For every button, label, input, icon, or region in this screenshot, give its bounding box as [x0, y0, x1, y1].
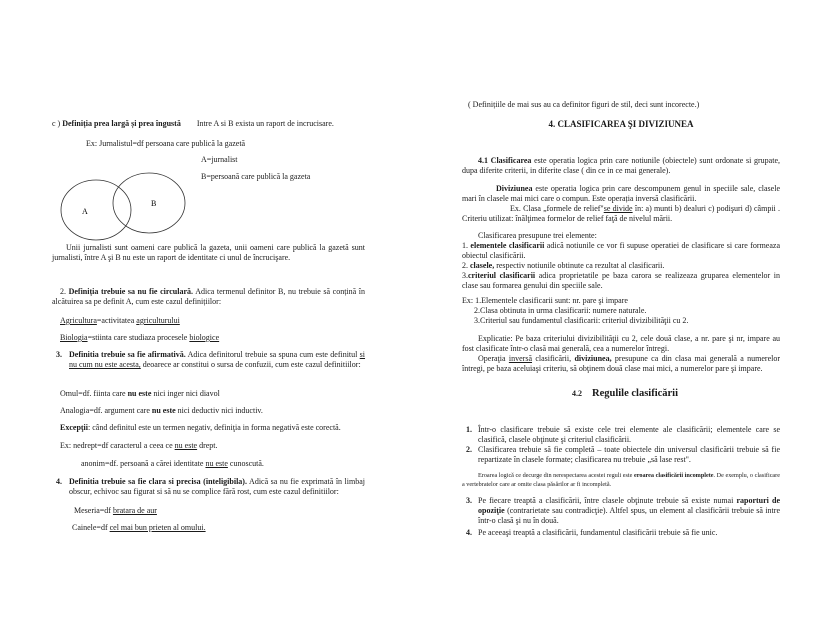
rule-3-paragraph: Definitia trebuie sa fie afirmativă. Adica definitorul trebuie sa spuna cum este definitul si nu cum nu este acesta, deoarece ar constitui o sursa de confuzii, cum este cazul definitiilor: [69, 350, 366, 369]
venn-circle-a [61, 180, 131, 240]
example-meseria: Meseria=df bratara de aur [74, 506, 157, 515]
section-c-heading [52, 119, 334, 129]
term-diviziunea: Diviziunea [496, 184, 533, 193]
presupune-intro: Clasificarea presupune trei elemente: [478, 231, 597, 240]
venn-circle-b [113, 173, 185, 233]
explicatie-paragraph: Explicatie: Pe baza criteriului divizibilităţii cu 2, cele două clase, a nr. pare şi nr, impare au fost clasificate într-o clasă mai generală, cea a numerelor întregi. [462, 334, 780, 353]
section-number: c ) [52, 119, 61, 128]
section-4-title: 4. CLASIFICAREA ŞI DIVIZIUNEA [548, 119, 694, 129]
paragraph-unii-jurnalisti: Unii jurnalisti sunt oameni care publică la gazeta, unii oameni care publică la gazetă sunt jurnalisti, între A şi B nu este un raport de identitate ci unul de încrucişare. [52, 243, 365, 262]
rule-3-number-right: 3. [466, 496, 472, 505]
rule-2-paragraph: 2. Definiția trebuie sa nu fie circulară. Adica termenul definitor B, nu trebuie să conțină în alcătuirea sa pe definit A, cum este cazul definițiilor: [52, 287, 365, 306]
operatia-paragraph: Operaţia inversă clasificării, diviziunea, presupune ca din clasa mai generală a numerelor întregi, pe baza aceluiaşi criteriu, să obţinem două clase mai mici, a numerelor pare şi impare. [462, 354, 781, 373]
paragraph-diviziunea: Diviziunea este operatia logica prin care descompunem genul in speciile sale, clasele mari în clasele mai mici care o compun. Este operația inversă clasificării. [462, 184, 780, 203]
example-nedrept: Ex: nedrept=df caracterul a ceea ce nu este drept. [60, 441, 218, 450]
exceptions-line: Excepţii: când definitul este un termen negativ, definiţia in forma negativă este corectă. [60, 423, 341, 432]
rule-4-title: Definitia trebuie sa fie clara si precisa (inteligibila). [69, 477, 247, 486]
venn-label-b: B [151, 199, 157, 208]
b-definition: B=persoană care publică la gazeta [201, 172, 311, 181]
section-title: Definiția prea largă și prea îngustă [62, 119, 181, 128]
section-4-2-heading: 4.2 Regulile clasificării [572, 388, 679, 399]
rule-4-paragraph: Definitia trebuie sa fie clara si precisa (inteligibila). Adică sa nu fie exprimată în limbaj obscur, echivoc sau figurat si să nu se complice fără rost, cum este cazul definitiilor: [69, 477, 365, 496]
example-analogia: Analogia=df. argument care nu este nici deductiv nici inductiv. [60, 406, 263, 415]
example-line-2: 2.Clasa obtinuta in urma clasificarii: numere naturale. [474, 306, 647, 315]
rule-1-text: Într-o clasificare trebuie să existe cele trei elemente ale clasificării; elementele care se clasifică, clasele obţinute şi criteriul clasificării. [478, 425, 780, 444]
example-cainele: Cainele=df cel mai bun prieten al omului. [72, 523, 206, 532]
example-agricultura: Agricultura=activitatea agriculturului [60, 316, 180, 325]
rule-2-number: 2. [466, 445, 472, 454]
term-clasificarea: Clasificarea [490, 156, 532, 165]
venn-diagram [56, 160, 191, 245]
example-anonim: anonim=df. persoană a cărei identitate nu este cunoscută. [81, 459, 264, 468]
section-note: Intre A si B exista un raport de incrucisare. [196, 119, 334, 128]
example-biologia: Biologia=stiinta care studiaza procesele biologice [60, 333, 220, 342]
rule-3-text: Pe fiecare treaptă a clasificării, între clasele obţinute trebuie să existe numai raporturi de opoziţie (contrarietate sau contradicţie). Altfel spus, un element al clasificării trebuie să intre într-o clasă şi nu în două. [478, 496, 781, 525]
example-line-1: Ex: 1.Elementele clasificarii sunt: nr. pare şi impare [462, 296, 628, 305]
example-omul: Omul=df. fiinta care nu este nici inger nici diavol [60, 389, 220, 398]
element-3: 3.criteriul clasificarii adica proprietatile pe baza carora se realizeaza gruparea elementelor in clase sau formarea genului din speciile sale. [462, 271, 780, 290]
rule-3-number: 3. [56, 350, 62, 359]
a-definition: A=jurnalist [201, 155, 238, 164]
rule-4-number: 4. [56, 477, 62, 486]
example-jurnalist: Ex: Jurnalistul=df persoana care publică la gazetă [86, 139, 246, 148]
paragraph-clasificarea: 4.1 Clasificarea este operatia logica prin care notiunile (obiectele) sunt ordonate si grupate, dupa diferite criterii, in diferite clase ( din ce in ce mai generale). [462, 156, 780, 175]
rule-1-number: 1. [466, 425, 472, 434]
eroare-note: Eroarea logică ce decurge din nerespectarea acestei reguli este eroarea clasificării incomplete. De exemplu, o clasificare a vertebratelor care ar omite clasa păsărilor ar fi incompletă. [462, 472, 780, 488]
venn-label-a: A [82, 207, 88, 216]
rule-3-title: Definitia trebuie sa fie afirmativă. [69, 350, 186, 359]
rule-4-number-right: 4. [466, 528, 472, 537]
element-2: 2. clasele, respectiv notiunile obtinute ca rezultat al clasificarii. [462, 261, 665, 270]
rule-2-title: Definiția trebuie sa nu fie circulară. [68, 287, 194, 296]
example-line-3: 3.Criteriul sau fundamentul clasificarii: criteriul divizibilităţii cu 2. [474, 316, 689, 325]
top-note: ( Definițiile de mai sus au ca definitor figuri de stil, deci sunt incorecte.) [468, 100, 700, 109]
element-1: 1. elementele clasificarii adică notiunile ce vor fi supuse operatiei de clasificare si care formeaza obiectul clasificării. [462, 241, 780, 260]
paragraph-diviziunea-example: Ex. Clasa „formele de relief"se divide în: a) munti b) dealuri c) podişuri d) câmpii . Criteriu utilizat: înălţimea formelor de relief faţă de nivelul mării. [462, 204, 780, 223]
rule-4-text: Pe aceeaşi treaptă a clasificării, fundamentul clasificării trebuie să fie unic. [478, 528, 718, 537]
rule-2-text: Clasificarea trebuie să fie completă – toate obiectele din universul clasificării trebuie să fie repartizate în clasele formate; clasificarea nu trebuie „să lase rest". [478, 445, 780, 464]
